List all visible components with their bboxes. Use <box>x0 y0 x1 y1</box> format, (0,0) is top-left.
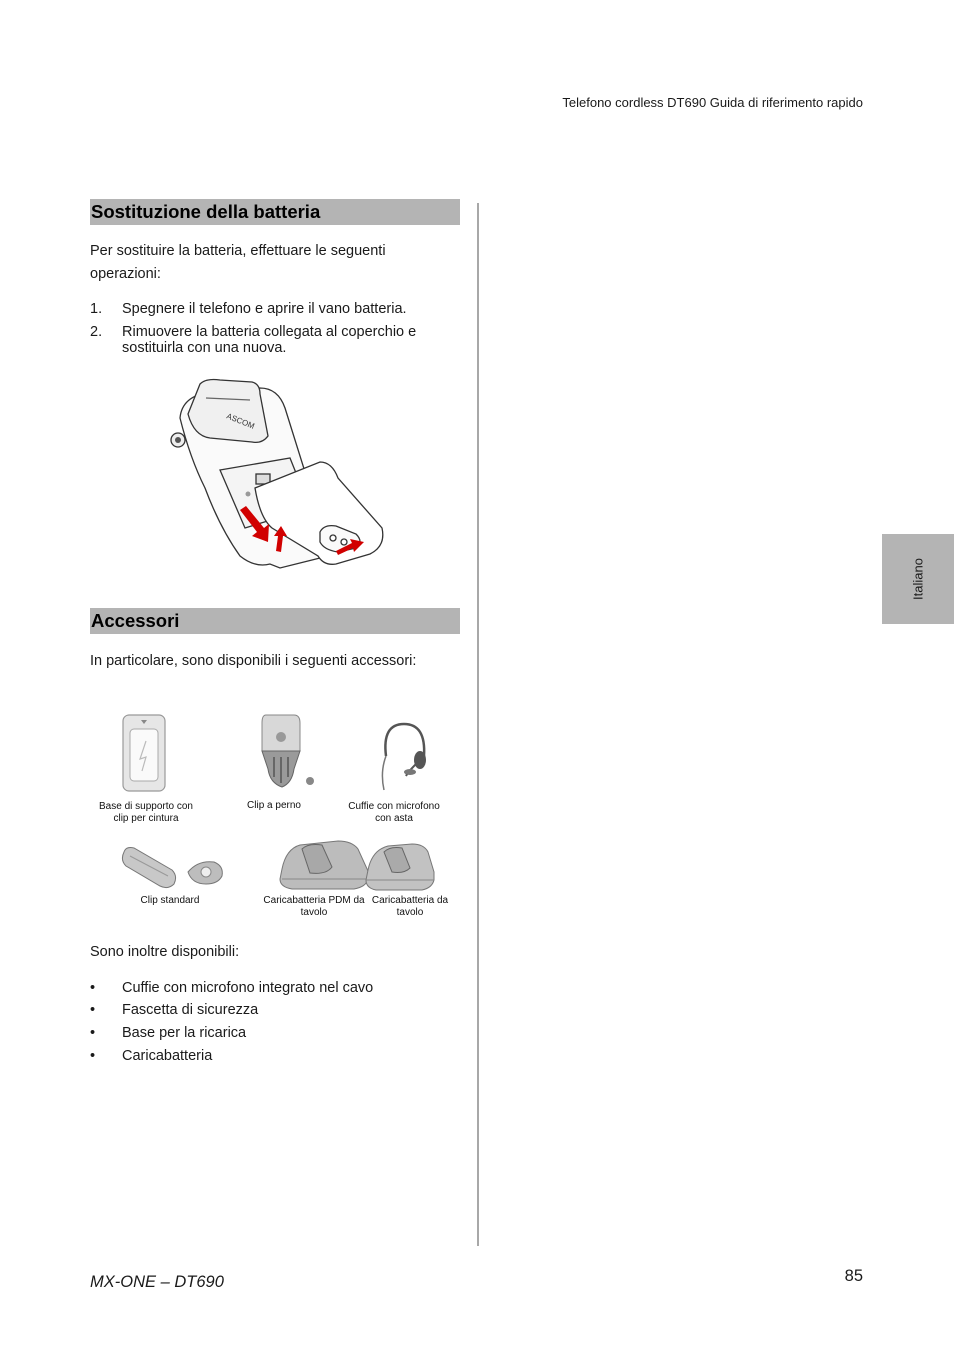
language-tab <box>882 534 954 624</box>
bullet-icon: • <box>90 1048 96 1064</box>
also-available-label: Sono inoltre disponibili: <box>90 944 240 960</box>
accessory-caption: Base di supporto con clip per cintura <box>99 801 193 824</box>
accessory-caption: Clip a perno <box>247 800 301 811</box>
battery-intro: Per sostituire la batteria, effettuare le seguenti operazioni: <box>90 243 386 282</box>
accessory-caption: Caricabatteria da tavolo <box>371 895 449 918</box>
running-header: Telefono cordless DT690 Guida di riferimento rapido <box>562 95 863 110</box>
standard-clip-image <box>118 844 228 896</box>
bullet-icon: • <box>90 1025 96 1041</box>
list-item-text: Fascetta di sicurezza <box>122 1002 259 1018</box>
svg-text:ASCOM: ASCOM <box>225 411 256 431</box>
accessories-intro: In particolare, sono disponibili i seguenti accessori: <box>90 653 417 669</box>
page-number: 85 <box>844 1267 863 1285</box>
accessory-caption: Caricabatteria PDM da tavolo <box>263 895 365 918</box>
pdm-desktop-charger-image <box>278 835 370 895</box>
bullet-icon: • <box>90 1002 96 1018</box>
step-text: Rimuovere la batteria collegata al coperchio e sostituirla con una nuova. <box>122 324 417 356</box>
accessory-caption: Cuffie con microfono con asta <box>348 801 440 824</box>
language-tab-label: Italiano <box>910 558 926 600</box>
desktop-charger-image <box>364 840 436 896</box>
step-number: 1. <box>90 301 103 317</box>
bullet-icon: • <box>90 980 96 996</box>
list-item-text: Cuffie con microfono integrato nel cavo <box>122 980 374 996</box>
footer-product-name: MX-ONE – DT690 <box>90 1273 224 1291</box>
boom-headset-image <box>372 720 434 794</box>
section-title-battery: Sostituzione della batteria <box>90 199 460 225</box>
section-title-accessories: Accessori <box>90 608 460 634</box>
step-number: 2. <box>90 324 103 340</box>
swivel-clip-image <box>256 713 318 793</box>
column-divider <box>477 203 479 1246</box>
accessory-caption: Clip standard <box>140 895 200 906</box>
step-text: Spegnere il telefono e aprire il vano batteria. <box>122 301 407 317</box>
belt-clip-base-image <box>118 713 170 795</box>
list-item-text: Caricabatteria <box>122 1048 213 1064</box>
list-item-text: Base per la ricarica <box>122 1025 247 1041</box>
battery-replacement-illustration <box>160 378 390 573</box>
